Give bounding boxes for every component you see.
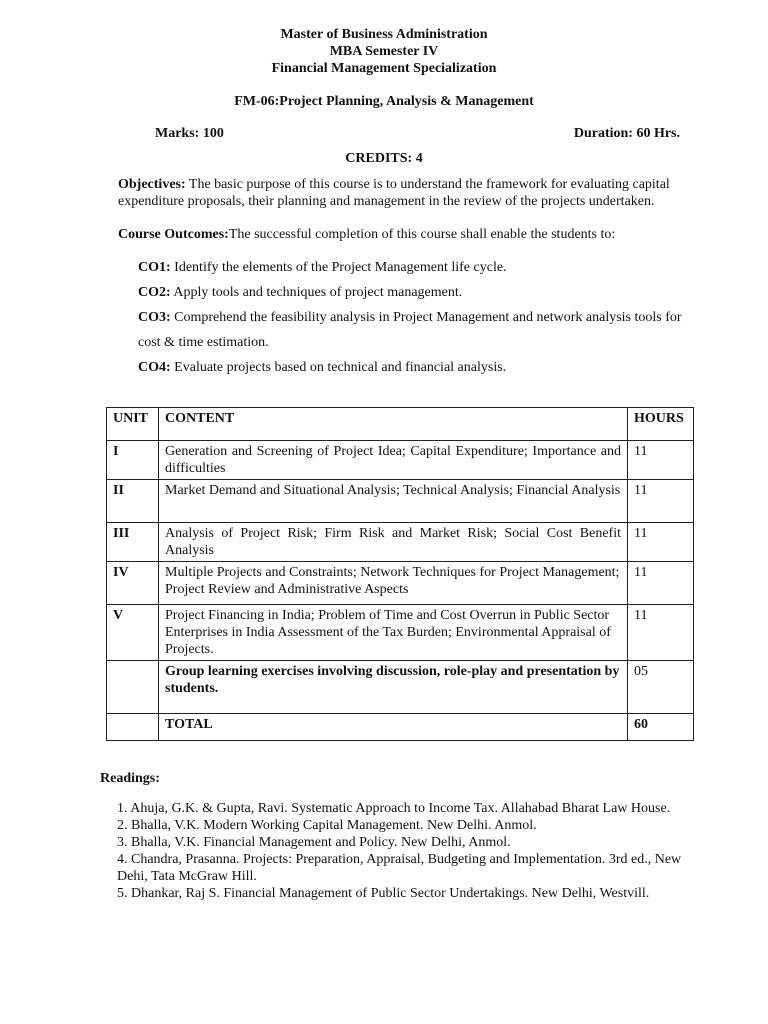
table-row (107, 562, 694, 605)
unit-cell (107, 661, 159, 714)
readings-heading: Readings: (100, 771, 160, 786)
total-hours: 60 (628, 714, 694, 741)
unit-cell: V (107, 605, 159, 661)
hours-cell: 05 (628, 661, 694, 714)
content-cell: Multiple Projects and Constraints; Network Techniques for Project Management; Project Review and Administrative Aspects (159, 562, 628, 605)
unit-cell: IV (107, 562, 159, 605)
reading-item: 1. Ahuja, G.K. & Gupta, Ravi. Systematic Approach to Income Tax. Allahabad Bharat Law House. (117, 801, 671, 816)
marks: Marks: 100 (155, 126, 224, 141)
content-cell: Analysis of Project Risk; Firm Risk and Market Risk; Social Cost Benefit Analysis (159, 523, 628, 562)
outcome-code: CO3: (138, 310, 171, 325)
total-label: TOTAL (159, 714, 628, 741)
header-hours: HOURS (628, 408, 694, 441)
table-row (107, 480, 694, 523)
header-unit: UNIT (107, 408, 159, 441)
outcome-text: Evaluate projects based on technical and financial analysis. (170, 360, 507, 375)
outcome-code: CO2: (138, 285, 171, 300)
specialization-title: Financial Management Specialization (271, 61, 497, 76)
hours-cell: 11 (628, 480, 694, 523)
hours-cell: 11 (628, 523, 694, 562)
hours-cell: 11 (628, 562, 694, 605)
hours-cell: 11 (628, 605, 694, 661)
table-row (107, 523, 694, 562)
objectives-text: The basic purpose of this course is to understand the framework for evaluating capital expenditure proposals, their planning and management in the review of the projects undertaken. (118, 177, 670, 209)
table-row (107, 441, 694, 480)
unit-cell: III (107, 523, 159, 562)
objectives-label: Objectives: (118, 177, 186, 192)
outcome-code: CO4: (138, 360, 171, 375)
course-outcomes-text: The successful completion of this course shall enable the students to: (228, 227, 616, 242)
table-header-row (107, 408, 694, 441)
reading-item: 4. Chandra, Prasanna. Projects: Preparation, Appraisal, Budgeting and Implementation. 3rd ed., New Dehi, Tata McGraw Hill. (117, 852, 682, 884)
outcome-item (138, 280, 698, 305)
outcome-item (138, 355, 698, 380)
duration: Duration: 60 Hrs. (573, 126, 680, 141)
outcome-text: Identify the elements of the Project Management life cycle. (170, 260, 507, 275)
reading-item: 5. Dhankar, Raj S. Financial Management of Public Sector Undertakings. New Delhi, Westvill. (117, 886, 650, 901)
table-total-row (107, 714, 694, 741)
unit-cell: II (107, 480, 159, 523)
table-row (107, 605, 694, 661)
outcome-item (138, 305, 698, 355)
reading-item: 2. Bhalla, V.K. Modern Working Capital Management. New Delhi. Anmol. (117, 818, 537, 833)
hours-cell: 11 (628, 441, 694, 480)
objectives-paragraph (118, 176, 678, 210)
unit-cell (107, 714, 159, 741)
outcome-code: CO1: (138, 260, 171, 275)
content-cell: Market Demand and Situational Analysis; Technical Analysis; Financial Analysis (159, 480, 628, 523)
header-content: CONTENT (159, 408, 628, 441)
program-title: Master of Business Administration (280, 27, 488, 42)
unit-cell: I (107, 441, 159, 480)
content-cell: Project Financing in India; Problem of Time and Cost Overrun in Public Sector Enterprises in India Assessment of the Tax Burden; Environmental Appraisal of Projects. (159, 605, 628, 661)
course-title: FM-06:Project Planning, Analysis & Management (234, 94, 534, 109)
outcome-item (138, 255, 698, 280)
course-outcomes-label: Course Outcomes: (118, 227, 229, 242)
readings-list (117, 800, 692, 902)
reading-item: 3. Bhalla, V.K. Financial Management and Policy. New Delhi, Anmol. (117, 835, 511, 850)
content-cell: Generation and Screening of Project Idea; Capital Expenditure; Importance and difficulties (159, 441, 628, 480)
outcome-text: Apply tools and techniques of project management. (170, 285, 463, 300)
semester-title: MBA Semester IV (329, 44, 439, 59)
syllabus-table (106, 407, 694, 741)
table-row (107, 661, 694, 714)
credits: CREDITS: 4 (345, 151, 423, 166)
content-cell: Group learning exercises involving discussion, role-play and presentation by students. (159, 661, 628, 714)
outcomes-list (138, 255, 698, 380)
outcome-text: Comprehend the feasibility analysis in Project Management and network analysis tools for cost & time estimation. (138, 310, 682, 350)
course-outcomes-paragraph (118, 226, 678, 243)
